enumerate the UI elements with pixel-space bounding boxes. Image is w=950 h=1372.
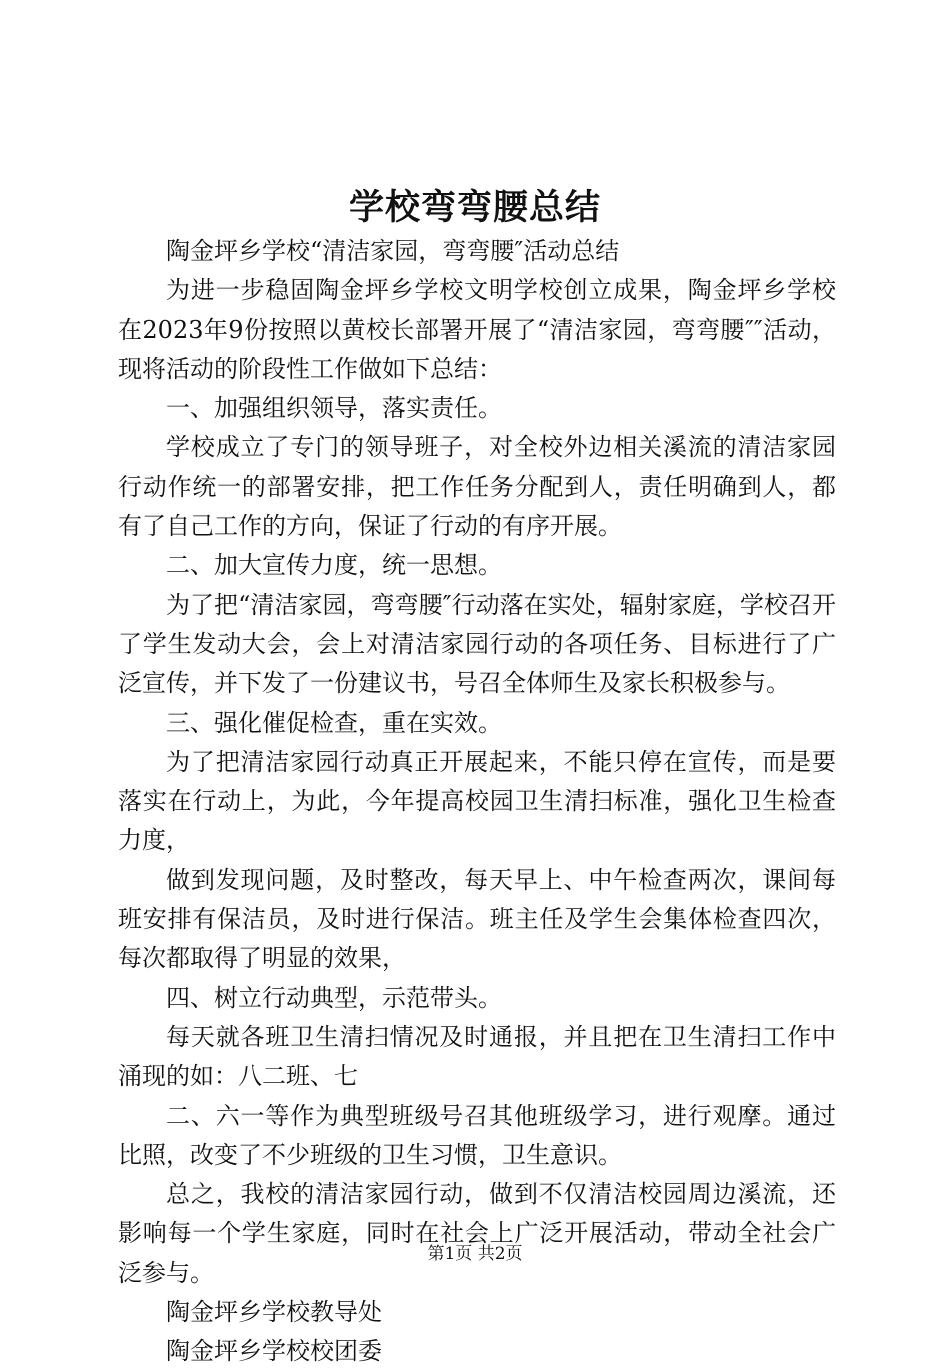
paragraph-section-4b: 二、六一等作为典型班级号召其他班级学习，进行观摩。通过比照，改变了不少班级的卫生习惯，卫生意识。 [118, 1101, 836, 1169]
section-heading-3: 三、强化催促检查，重在实效。 [166, 708, 502, 737]
section-heading-4: 四、树立行动典型，示范带头。 [166, 983, 502, 1012]
signature-youth-league: 陶金坪乡学校校团委 [166, 1337, 382, 1366]
paragraph-subtitle: 陶金坪乡学校“清洁家园，弯弯腰″活动总结 [166, 237, 620, 265]
document-body [118, 232, 836, 1372]
paragraph-section-3b: 做到发现问题，及时整改，每天早上、中午检查两次，课间每班安排有保洁员，及时进行保洁。班主任及学生会集体检查四次，每次都取得了明显的效果， [118, 865, 836, 973]
paragraph-section-1: 学校成立了专门的领导班子，对全校外边相关溪流的清洁家园行动作统一的部署安排，把工作任务分配到人，责任明确到人，都有了自己工作的方向，保证了行动的有序开展。 [118, 433, 836, 541]
paragraph-section-4a: 每天就各班卫生清扫情况及时通报，并且把在卫生清扫工作中涌现的如：八二班、七 [118, 1022, 836, 1091]
section-heading-2: 二、加大宣传力度，统一思想。 [166, 551, 502, 580]
section-heading-1: 一、加强组织领导，落实责任。 [166, 394, 502, 423]
paragraph-section-2: 为了把“清洁家园，弯弯腰″行动落在实处，辐射家庭，学校召开了学生发动大会，会上对清洁家园行动的各项任务、目标进行了广泛宣传，并下发了一份建议书，号召全体师生及家长积极参与。 [118, 590, 836, 698]
signature-teaching-office: 陶金坪乡学校教导处 [166, 1298, 382, 1327]
page-number: 第1页 共2页 [427, 1244, 523, 1264]
paragraph-conclusion: 总之，我校的清洁家园行动，做到不仅清洁校园周边溪流，还影响每一个学生家庭，同时在社会上广泛开展活动，带动全社会广泛参与。 [118, 1180, 836, 1287]
document-title: 学校弯弯腰总结 [348, 187, 601, 228]
paragraph-intro: 为进一步稳固陶金坪乡学校文明学校创立成果，陶金坪乡学校在2023年9份按照以黄校长部署开展了“清洁家园，弯弯腰″″活动，现将活动的阶段性工作做如下总结： [118, 276, 836, 383]
paragraph-section-3a: 为了把清洁家园行动真正开展起来，不能只停在宣传，而是要落实在行动上，为此，今年提高校园卫生清扫标准，强化卫生检查力度， [118, 747, 836, 855]
